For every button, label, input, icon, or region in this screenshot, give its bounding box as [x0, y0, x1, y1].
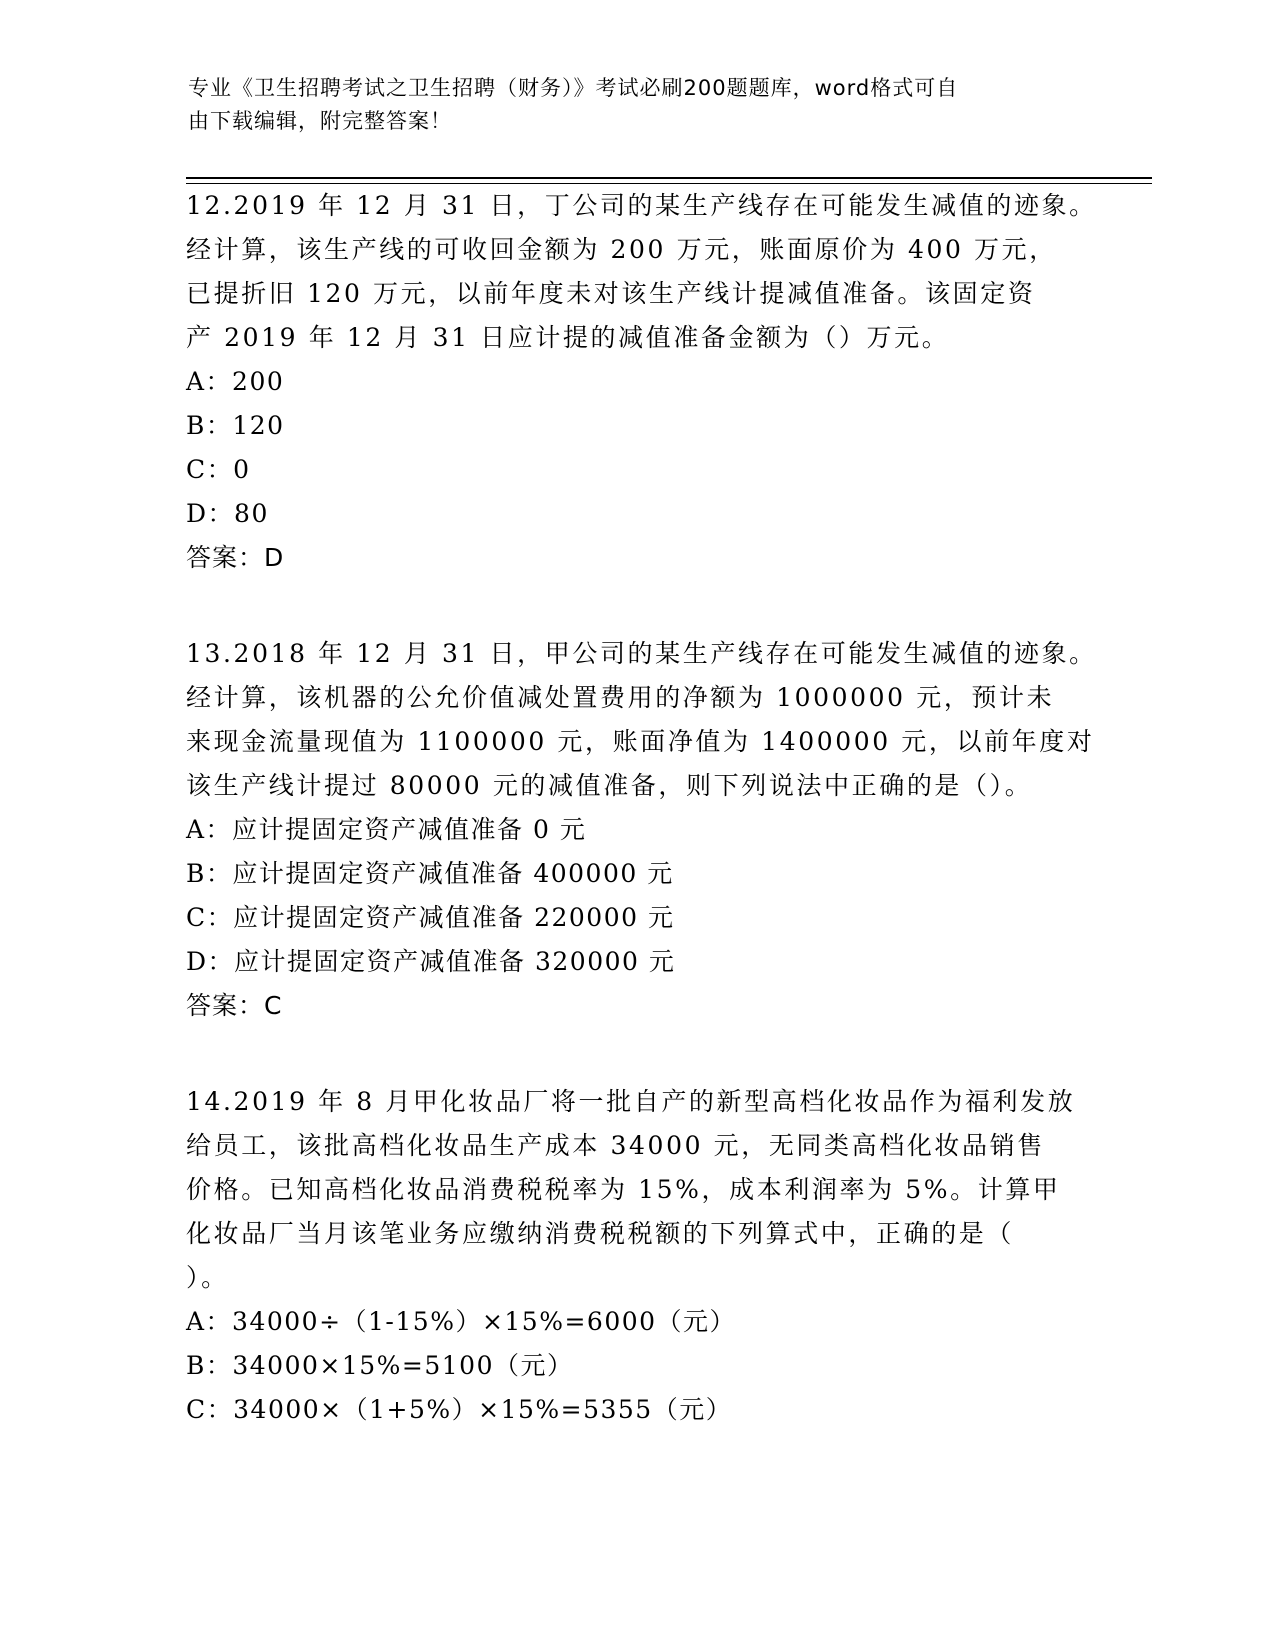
question-12-line-4: 产 2019 年 12 月 31 日应计提的减值准备金额为（）万元。 — [186, 323, 950, 352]
question-12-line-3: 已提折旧 120 万元，以前年度未对该生产线计提减值准备。该固定资 — [186, 279, 1036, 308]
question-13-line-2: 经计算，该机器的公允价值减处置费用的净额为 1000000 元，预计未 — [186, 683, 1055, 712]
question-13-option-c: C：应计提固定资产减值准备 220000 元 — [186, 903, 675, 932]
question-12-option-b: B：120 — [186, 411, 285, 440]
question-12-answer: 答案：D — [186, 543, 285, 572]
question-14-line-1: 14.2019 年 8 月甲化妆品厂将一批自产的新型高档化妆品作为福利发放 — [186, 1087, 1076, 1116]
question-14-line-2: 给员工，该批高档化妆品生产成本 34000 元，无同类高档化妆品销售 — [186, 1131, 1045, 1160]
header-divider-thin — [186, 183, 1152, 184]
question-14-option-b: B：34000×15%=5100（元） — [186, 1351, 574, 1380]
question-13-answer: 答案：C — [186, 991, 283, 1020]
question-13-line-3: 来现金流量现值为 1100000 元，账面净值为 1400000 元，以前年度对 — [186, 727, 1095, 756]
header-line-1: 专业《卫生招聘考试之卫生招聘（财务）》考试必刷200题题库，word格式可自 — [188, 76, 959, 100]
question-13-option-d: D：应计提固定资产减值准备 320000 元 — [186, 947, 676, 976]
question-12-option-c: C：0 — [186, 455, 251, 484]
question-12-line-1: 12.2019 年 12 月 31 日，丁公司的某生产线存在可能发生减值的迹象。 — [186, 191, 1097, 220]
question-13-line-4: 该生产线计提过 80000 元的减值准备，则下列说法中正确的是（）。 — [186, 771, 1033, 800]
question-12-option-a: A：200 — [186, 367, 285, 396]
question-12-option-d: D：80 — [186, 499, 269, 528]
question-14-option-c: C：34000×（1+5%）×15%=5355（元） — [186, 1395, 733, 1424]
question-14-line-5: ）。 — [186, 1263, 229, 1292]
question-14-option-a: A：34000÷（1-15%）×15%=6000（元） — [186, 1307, 737, 1336]
question-12-line-2: 经计算，该生产线的可收回金额为 200 万元，账面原价为 400 万元， — [186, 235, 1057, 264]
question-13-option-b: B：应计提固定资产减值准备 400000 元 — [186, 859, 674, 888]
header-line-2: 由下载编辑，附完整答案！ — [188, 109, 452, 133]
question-13-option-a: A：应计提固定资产减值准备 0 元 — [186, 815, 587, 844]
question-14-line-3: 价格。已知高档化妆品消费税税率为 15%，成本利润率为 5%。计算甲 — [186, 1175, 1061, 1204]
question-14-line-4: 化妆品厂当月该笔业务应缴纳消费税税额的下列算式中，正确的是（ — [186, 1219, 1015, 1248]
question-13-line-1: 13.2018 年 12 月 31 日，甲公司的某生产线存在可能发生减值的迹象。 — [186, 639, 1097, 668]
document-header — [188, 72, 1068, 138]
header-divider-thick — [186, 177, 1152, 179]
